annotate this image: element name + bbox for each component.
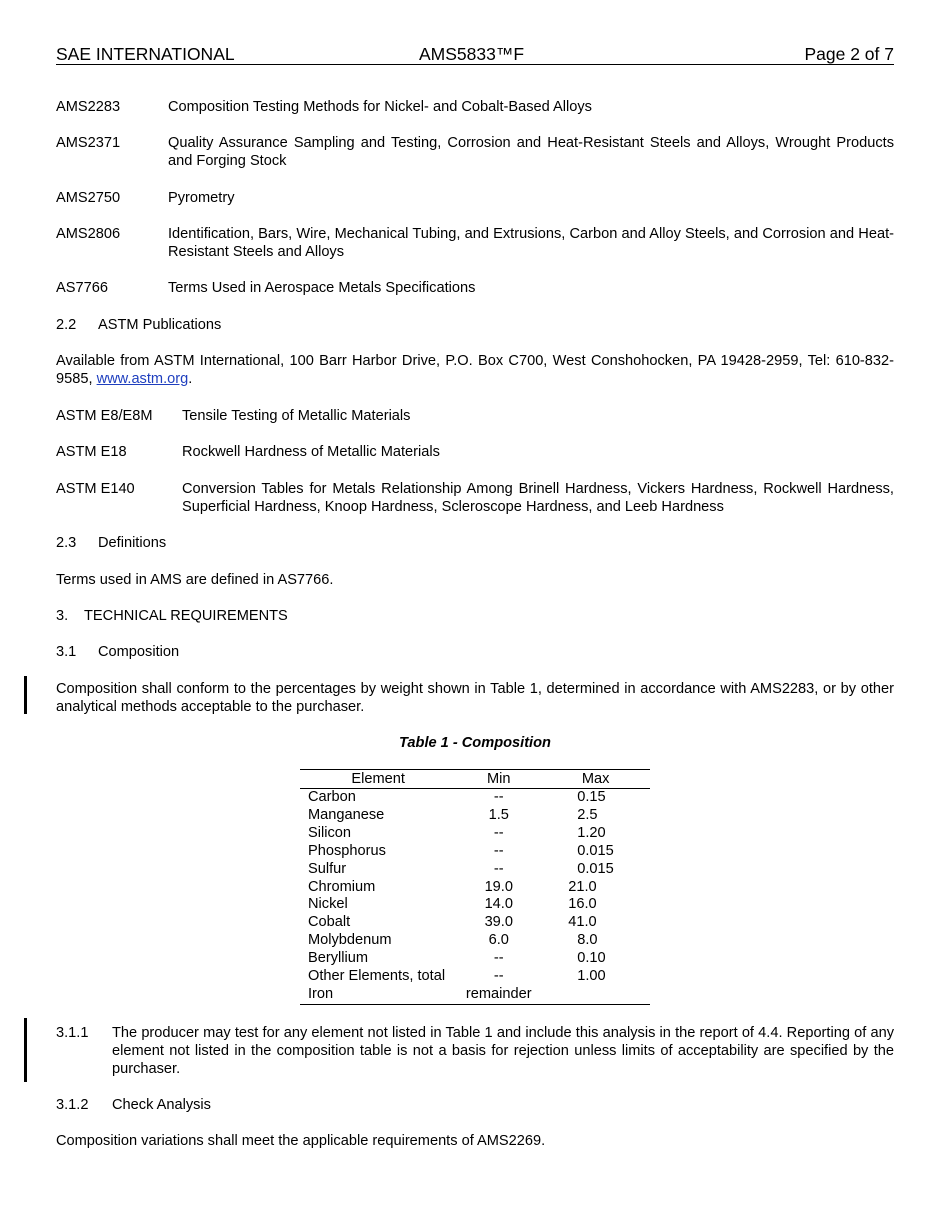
element-cell: Other Elements, total	[308, 968, 446, 985]
table-row	[300, 968, 650, 986]
header-org: SAE INTERNATIONAL	[56, 44, 235, 64]
section-number: 2.2	[56, 317, 77, 333]
reference-code: AMS2750	[56, 190, 121, 206]
element-cell: Cobalt	[308, 914, 351, 931]
table-row	[300, 879, 650, 897]
table-row	[300, 932, 650, 950]
section-heading-3	[56, 607, 288, 625]
reference-title: Quality Assurance Sampling and Testing, Corrosion and Heat-Resistant Steels and Alloys, Wrought Products and Forging Stock	[168, 135, 894, 169]
max-cell: 16.0	[568, 896, 597, 913]
element-cell: Iron	[300, 986, 456, 1004]
max-cell: 21.0	[568, 878, 597, 895]
reference-code: AMS2806	[56, 226, 121, 242]
element-cell: Beryllium	[308, 950, 369, 967]
reference-item	[56, 98, 894, 116]
astm-address-end: .	[188, 371, 193, 387]
subsection-3-1-1	[56, 1024, 894, 1078]
table-row	[300, 807, 650, 825]
reference-title: Identification, Bars, Wire, Mechanical Tubing, and Extrusions, Carbon and Alloy Steels, and Corrosion and Heat-Resistant Steels and Alloys	[168, 226, 894, 260]
check-analysis-paragraph: Composition variations shall meet the applicable requirements of AMS2269.	[56, 1133, 546, 1149]
max-cell	[541, 986, 650, 1004]
reference-title: Composition Testing Methods for Nickel- and Cobalt-Based Alloys	[168, 99, 592, 115]
composition-paragraph: Composition shall conform to the percentages by weight shown in Table 1, determined in accordance with AMS2283, or by other analytical methods acceptable to the purchaser.	[56, 681, 894, 715]
reference-title: Rockwell Hardness of Metallic Materials	[182, 444, 440, 460]
min-cell: --	[493, 968, 504, 985]
column-header-element: Element	[300, 770, 456, 789]
max-cell: 0.015	[577, 842, 614, 859]
reference-item	[56, 407, 894, 425]
max-cell: 1.20	[577, 824, 606, 841]
min-cell: 39.0	[484, 914, 513, 931]
change-bar-3-1-1	[24, 1018, 27, 1082]
element-cell: Molybdenum	[308, 932, 392, 949]
subsection-text: The producer may test for any element not listed in Table 1 and include this analysis in the report of 4.4. Reporting of any element not listed in the composition table is not a basis for rejection unless limits of acceptability are specified by the purchaser.	[112, 1025, 894, 1077]
max-cell: 41.0	[568, 914, 597, 931]
section-heading-3-1	[56, 643, 179, 661]
reference-code: AS7766	[56, 280, 108, 296]
min-cell: --	[493, 789, 504, 805]
change-bar-composition	[24, 676, 27, 714]
table-caption: Table 1 - Composition	[399, 735, 551, 751]
section-heading-2-2	[56, 316, 221, 334]
min-cell: 6.0	[488, 932, 509, 949]
reference-item	[56, 443, 894, 461]
min-cell: remainder	[456, 986, 541, 1004]
element-cell: Chromium	[308, 878, 376, 895]
table-row	[300, 914, 650, 932]
section-title: Check Analysis	[112, 1097, 211, 1113]
reference-item	[56, 225, 894, 261]
max-cell: 2.5	[577, 806, 598, 823]
reference-item	[56, 279, 894, 297]
section-number: 3.1.2	[56, 1097, 89, 1113]
reference-title: Tensile Testing of Metallic Materials	[182, 408, 411, 424]
section-title: Composition	[98, 644, 180, 660]
reference-item	[56, 189, 894, 207]
reference-code: ASTM E8/E8M	[56, 408, 153, 424]
reference-item	[56, 480, 894, 516]
element-cell: Silicon	[308, 824, 351, 841]
table-row	[300, 986, 650, 1004]
document-page	[56, 0, 894, 1230]
section-heading-2-3	[56, 534, 166, 552]
composition-table	[300, 769, 650, 1005]
table-header-row	[300, 770, 650, 789]
element-cell: Manganese	[308, 806, 385, 823]
page-header	[56, 44, 894, 65]
max-cell: 0.015	[577, 860, 614, 877]
header-page-number: Page 2 of 7	[804, 44, 894, 64]
section-number: 3.	[56, 608, 69, 624]
reference-code: ASTM E140	[56, 481, 135, 497]
max-cell: 0.15	[577, 789, 606, 805]
element-cell: Sulfur	[308, 860, 347, 877]
min-cell: --	[493, 824, 504, 841]
section-title: ASTM Publications	[98, 317, 222, 333]
min-cell: 19.0	[484, 878, 513, 895]
reference-code: AMS2371	[56, 135, 121, 151]
header-spec-number: AMS5833™F	[419, 44, 525, 64]
reference-title: Conversion Tables for Metals Relationship Among Brinell Hardness, Vickers Hardness, Rockwell Hardness, Superficial Hardness, Knoop Hardness, Scleroscope Hardness, and Leeb Hardness	[182, 481, 894, 515]
column-header-max: Max	[541, 770, 650, 789]
reference-code: AMS2283	[56, 99, 121, 115]
min-cell: 14.0	[484, 896, 513, 913]
table-row	[300, 950, 650, 968]
definitions-paragraph: Terms used in AMS are defined in AS7766.	[56, 572, 334, 588]
min-cell: 1.5	[488, 806, 509, 823]
table-row	[300, 896, 650, 914]
max-cell: 8.0	[577, 932, 598, 949]
section-number: 3.1	[56, 644, 77, 660]
table-row	[300, 861, 650, 879]
reference-title: Pyrometry	[168, 190, 235, 206]
section-title: TECHNICAL REQUIREMENTS	[84, 608, 288, 624]
element-cell: Nickel	[308, 896, 348, 913]
max-cell: 1.00	[577, 968, 606, 985]
table-row	[300, 789, 650, 807]
astm-website-link[interactable]: www.astm.org	[96, 371, 189, 387]
astm-address-text: Available from ASTM International, 100 Barr Harbor Drive, P.O. Box C700, West Conshohocken, PA 19428-2959, Tel: 610-832-9585,	[56, 353, 894, 387]
table-row	[300, 843, 650, 861]
section-heading-3-1-2	[56, 1096, 211, 1114]
section-number: 3.1.1	[56, 1025, 89, 1041]
min-cell: --	[493, 842, 504, 859]
min-cell: --	[493, 860, 504, 877]
section-number: 2.3	[56, 535, 77, 551]
table-row	[300, 825, 650, 843]
reference-code: ASTM E18	[56, 444, 127, 460]
min-cell: --	[493, 950, 504, 967]
element-cell: Carbon	[308, 789, 356, 805]
reference-item	[56, 134, 894, 170]
reference-title: Terms Used in Aerospace Metals Specifications	[168, 280, 476, 296]
astm-availability-paragraph	[56, 352, 894, 388]
max-cell: 0.10	[577, 950, 606, 967]
element-cell: Phosphorus	[308, 842, 386, 859]
column-header-min: Min	[456, 770, 541, 789]
section-title: Definitions	[98, 535, 167, 551]
